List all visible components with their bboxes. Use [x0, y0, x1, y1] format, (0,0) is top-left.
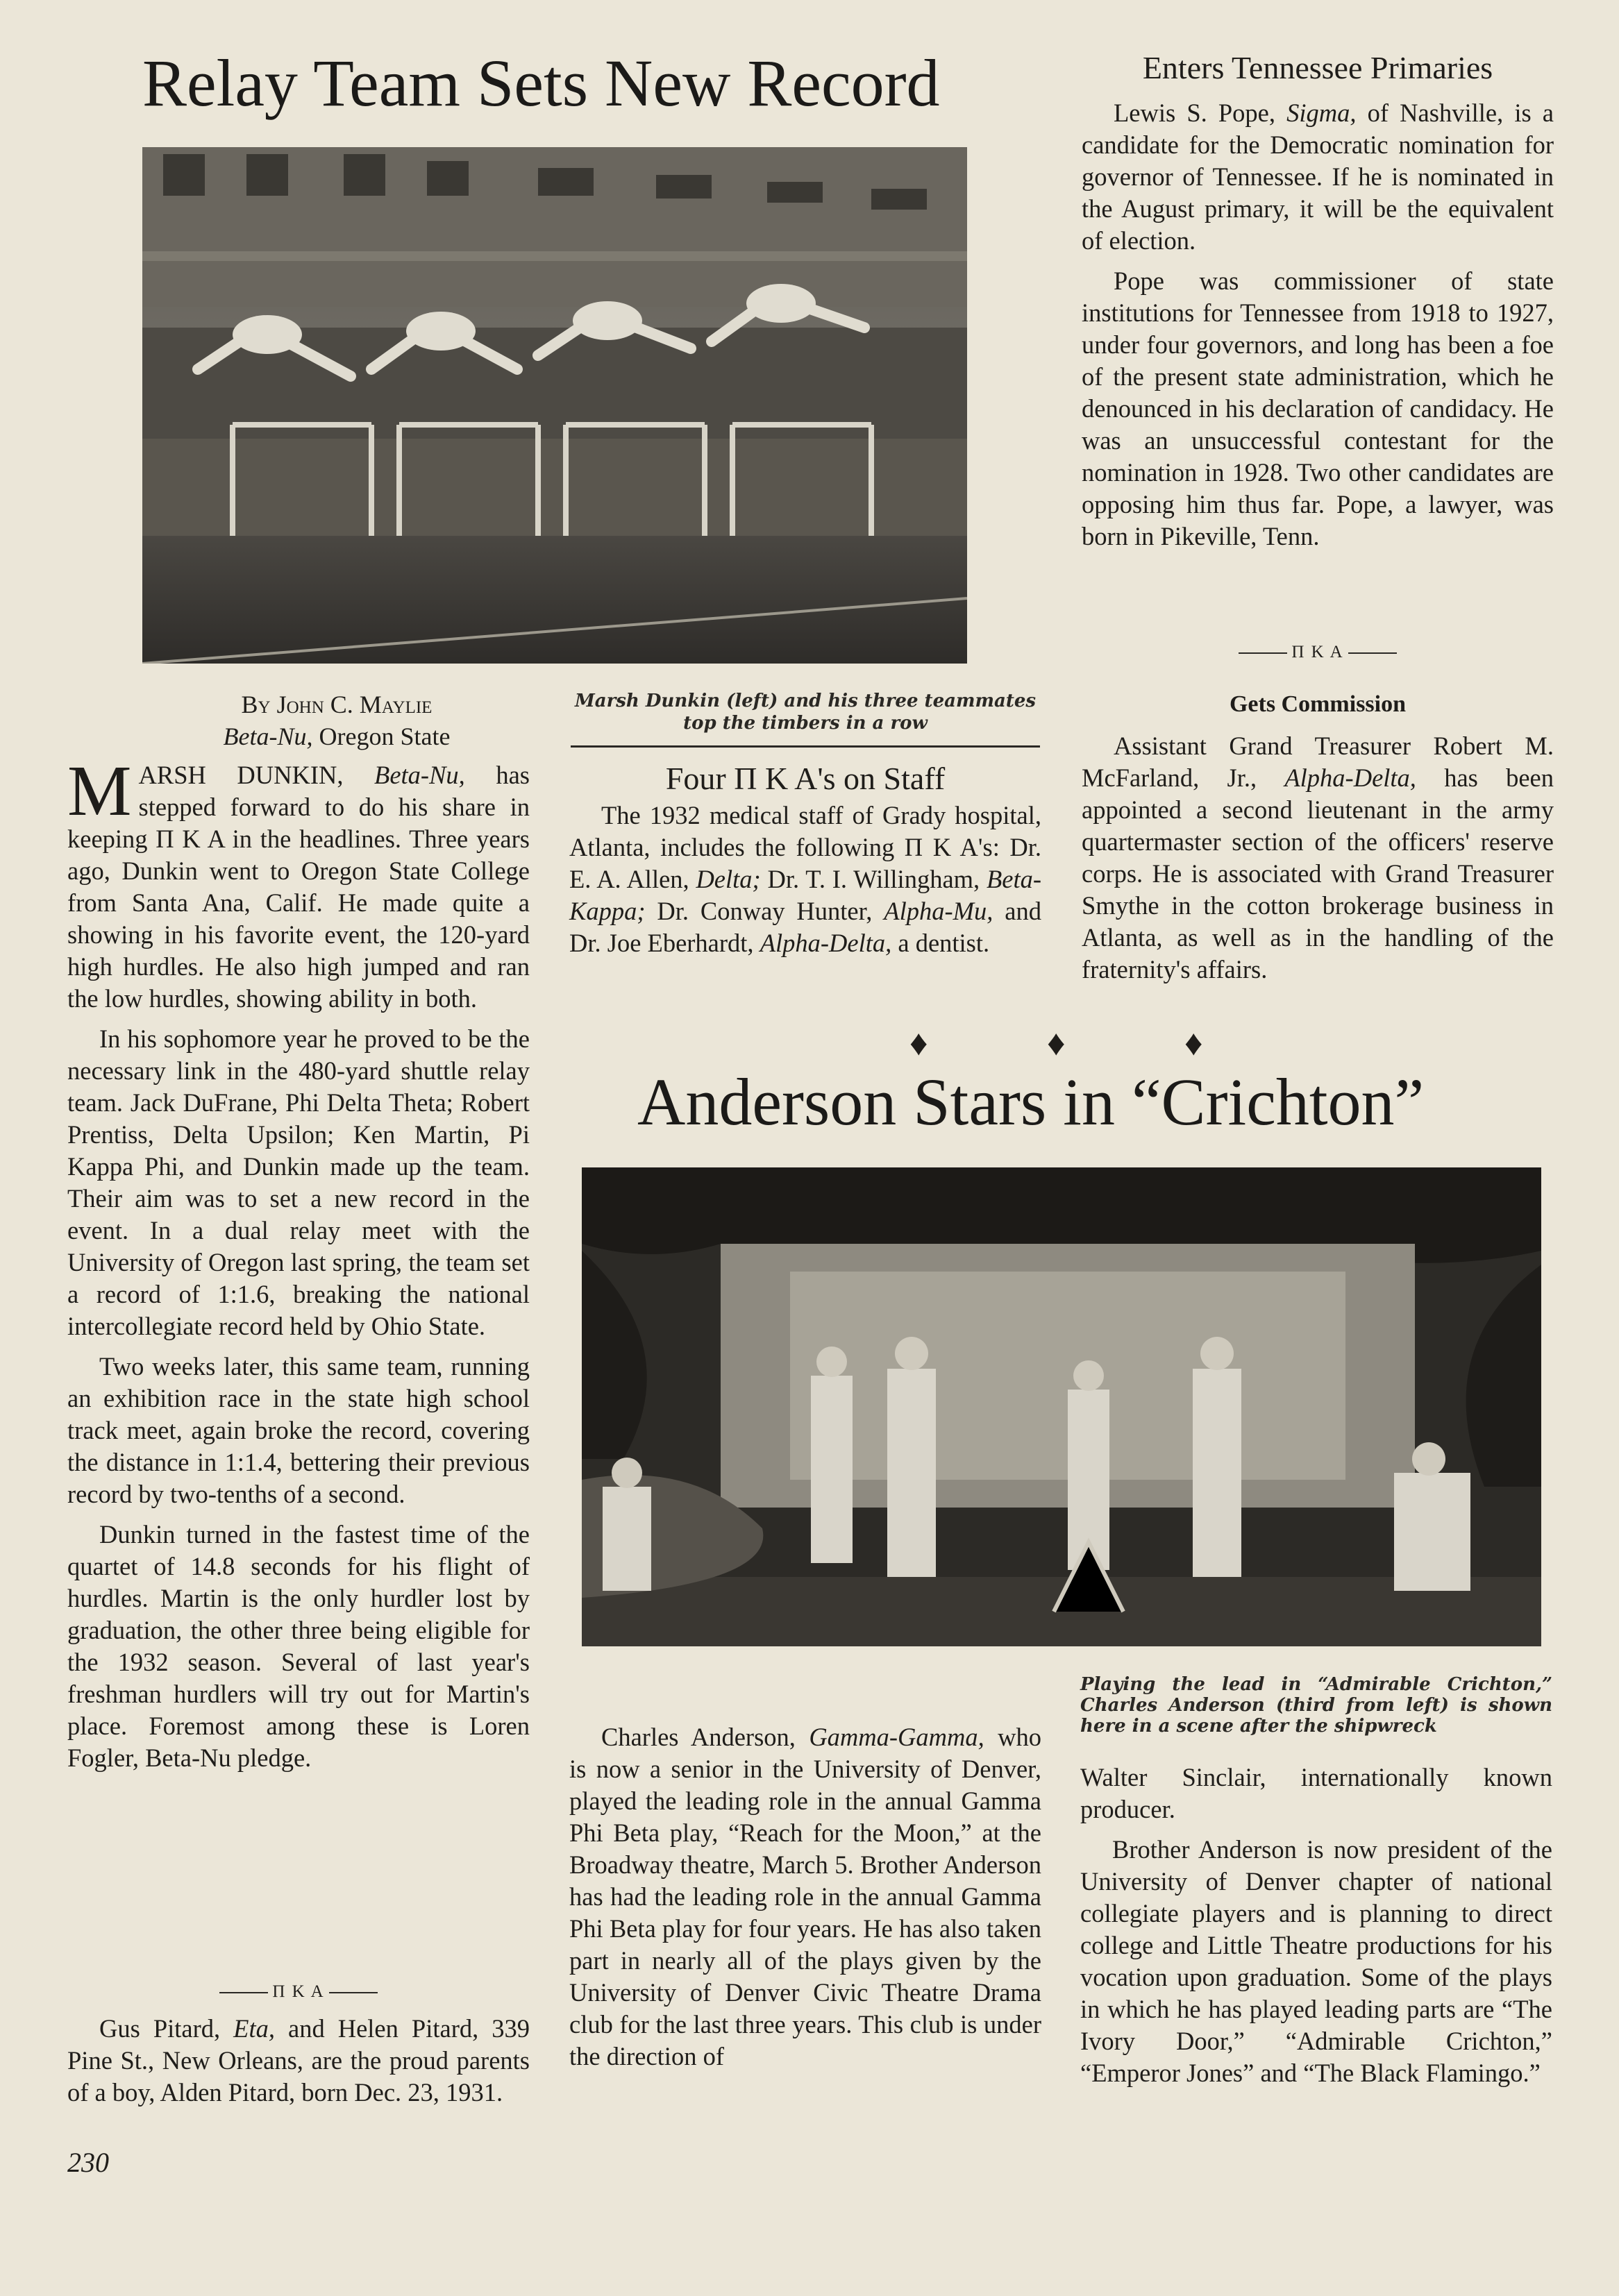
- commission-paragraph: Assistant Grand Treasurer Robert M. McFarland, Jr., Alpha-Delta, has been appointed a second lieutenant in the army quartermaster section of the officers' reserve corps. He is associated with Grand Treasurer Smythe in the cotton brokerage business in Atlanta, as well as in the handling of the fraternity's affairs.: [1082, 732, 1554, 984]
- ornament-diamond-1: ♦: [909, 1024, 928, 1063]
- staff-article: [569, 800, 1041, 968]
- relay-paragraph-3: Two weeks later, this same team, running an exhibition race in the state high school track meet, again broke the record, covering the distance in 1:1.4, bettering their previous record by two-tenths of a second.: [67, 1352, 530, 1508]
- crichton-photo-caption: Playing the lead in “Admirable Crichton,” Charles Anderson (third from left) is shown here in a scene after the shipwreck: [1080, 1674, 1552, 1737]
- crichton-headline: Anderson Stars in “Crichton”: [637, 1065, 1425, 1139]
- relay-paragraph-2: In his sophomore year he proved to be the necessary link in the 480-yard shuttle relay team. Jack DuFrane, Phi Delta Theta; Robert Prentiss, Delta Upsilon; Ken Martin, Pi Kappa Phi, and Dunkin made up the team. Their aim was to set a new record in the event. In a dual relay meet with the University of Oregon last spring, the team set a record of 1:1.6, breaking the national intercollegiate record held by Ohio State.: [67, 1024, 530, 1340]
- pope-paragraph-2: Pope was commissioner of state institutions for Tennessee from 1918 to 1927, under four governors, and long has been a foe of the present state administration, which he denounced in his declaration of candidacy. He was an unsuccessful contestant for the nomination in 1928. Two other candidates are opposing him thus far. Pope, a lawyer, was born in Pikeville, Tenn.: [1082, 267, 1554, 550]
- pope-paragraph-1: Lewis S. Pope, Sigma, of Nashville, is a candidate for the Democratic nomination for governor of Tennessee. If he is nominated in the August primary, it will be the equivalent of election.: [1082, 99, 1554, 255]
- separator-left: Π K A: [67, 1978, 530, 2006]
- drop-cap: M: [67, 751, 132, 831]
- byline-author: By John C. Maylie: [241, 691, 433, 718]
- relay-paragraph-4: Dunkin turned in the fastest time of the quartet of 14.8 seconds for his flight of hurdles. Martin is the only hurdler lost by graduation, the other three being eligible for the 1932 season. Several of last year's freshman hurdlers will try out for Martin's place. Foremost among these is Loren Fogler, Beta-Nu pledge.: [67, 1520, 530, 1772]
- relay-paragraph-1: MARSH DUNKIN, Beta-Nu, has stepped forward to do his share in keeping Π K A in the headlines. Three years ago, Dunkin went to Oregon State College from Santa Ana, Calif. He made quite a showing in his favorite event, the 120-yard high hurdles. He also high jumped and ran the low hurdles, showing ability in both.: [67, 751, 530, 1013]
- pitard-paragraph: Gus Pitard, Eta, and Helen Pitard, 339 Pine St., New Orleans, are the proud parents of a boy, Alden Pitard, born Dec. 23, 1931.: [67, 2014, 530, 2107]
- crichton-scene-photo: [582, 1167, 1541, 1646]
- crichton-article-col1: [569, 1721, 1041, 2081]
- caption-rule: [571, 745, 1040, 748]
- staff-paragraph: The 1932 medical staff of Grady hospital, Atlanta, includes the following Π K A's: Dr. E. A. Allen, Delta; Dr. T. I. Willingham, Beta-Kappa; Dr. Conway Hunter, Alpha-Mu, and Dr. Joe Eberhardt, Alpha-Delta, a dentist.: [569, 801, 1041, 957]
- crichton-article-col2: [1080, 1762, 1552, 2097]
- relay-article: [67, 751, 530, 1782]
- crichton-paragraph-2: Brother Anderson is now president of the University of Denver chapter of national collegiate players and is planning to direct college and Little Theatre productions for his vocation upon graduation. Some of the plays in which he has played leading parts are “The Ivory Door,” “Admirable Crichton,” “Emperor Jones” and “The Black Flamingo.”: [1080, 1835, 1552, 2087]
- ornament-diamond-3: ♦: [1184, 1024, 1203, 1063]
- crichton-paragraph-1-cont: Walter Sinclair, internationally known producer.: [1080, 1763, 1552, 1823]
- page-number: 230: [67, 2147, 109, 2178]
- ornament-diamond-2: ♦: [1047, 1024, 1066, 1063]
- pope-headline: Enters Tennessee Primaries: [1142, 50, 1493, 85]
- commission-article: [1082, 730, 1554, 994]
- pitard-notice: [67, 2013, 530, 2117]
- pope-article: [1082, 97, 1554, 561]
- separator-right: Π K A: [1082, 639, 1554, 666]
- crichton-paragraph-1: Charles Anderson, Gamma-Gamma, who is now a senior in the University of Denver, played the leading role in the annual Gamma Phi Beta play, “Reach for the Moon,” at the Broadway theatre, March 5. Brother Anderson has had the leading role in the annual Gamma Phi Beta play for four years. He has also taken part in nearly all of the plays given by the University of Denver Civic Theatre Drama club for the last three years. This club is under the direction of: [569, 1723, 1041, 2070]
- staff-headline: Four Π K A's on Staff: [665, 761, 946, 796]
- relay-photo-caption: Marsh Dunkin (left) and his three teammates top the timbers in a row: [574, 691, 1037, 734]
- hurdlers-photo: [142, 147, 967, 664]
- commission-headline: Gets Commission: [1229, 691, 1407, 717]
- relay-headline: Relay Team Sets New Record: [142, 46, 940, 120]
- byline-affiliation: Beta-Nu, Oregon State: [223, 723, 451, 750]
- byline: [142, 689, 531, 752]
